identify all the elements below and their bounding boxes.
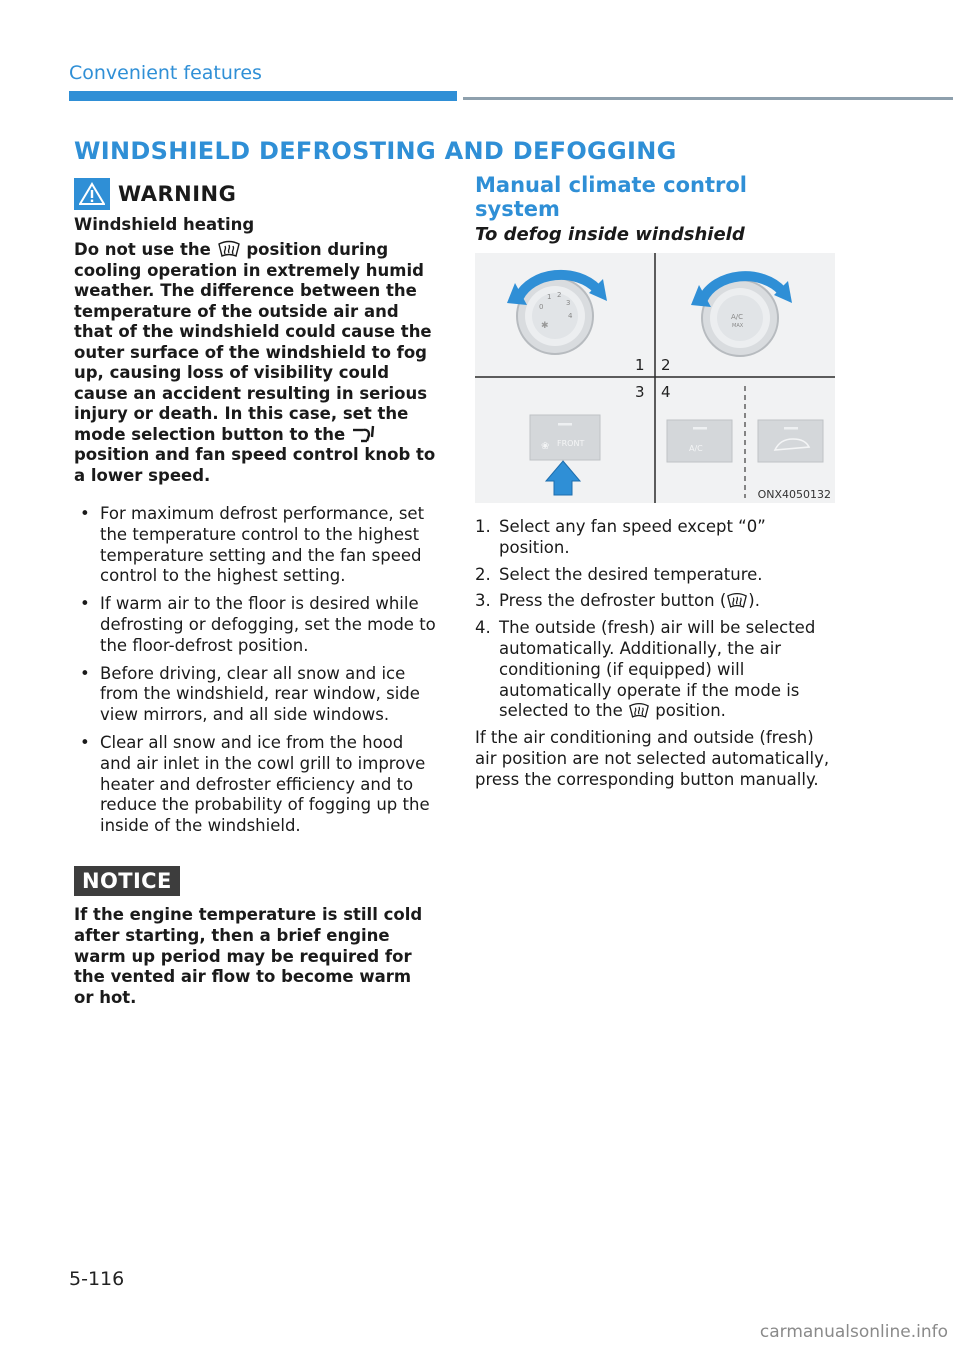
list-item: 4. The outside (fresh) air will be selected automatically. Additionally, the air conditioning (if equipped) will automatically operate if the mode is selected to the position. [475, 618, 816, 721]
svg-text:❀: ❀ [541, 441, 550, 452]
defrost-icon [628, 702, 650, 719]
svg-text:✱: ✱ [541, 321, 549, 331]
fan-tick: 3 [566, 299, 571, 307]
fan-tick: 4 [568, 312, 573, 320]
left-column [74, 178, 436, 1009]
warning-icon [74, 178, 110, 210]
list-item: • For maximum defrost performance, set the temperature control to the highest temperature setting and the fan speed control to the highest setting. [80, 504, 425, 586]
defog-subtitle: To defog inside windshield [475, 224, 745, 245]
fan-tick: 1 [547, 293, 552, 301]
fan-tick: 0 [539, 303, 544, 311]
warning-header [74, 178, 436, 210]
front-button-label: FRONT [557, 439, 585, 448]
manual-system-title: Manual climate control system [475, 173, 747, 221]
warning-text [74, 240, 436, 486]
ac-knob-small: MAX [732, 323, 744, 329]
notice-label: NOTICE [74, 866, 180, 896]
header-title: Convenient features [69, 62, 262, 84]
list-item: • Clear all snow and ice from the hood and air inlet in the cowl grill to improve heater and defroster efficiency and to reduce the probability of fogging up the inside of the windshield. [80, 732, 430, 836]
warning-label: WARNING [118, 182, 237, 206]
climate-panel-illustration [475, 253, 835, 503]
tips-list [74, 504, 436, 837]
warning-text-part2: position during cooling operation in extremely humid weather. The difference between the temperature of the outside air and that of the windshield could cause the outer surface of the windshield to fog up, causing loss of visibility could cause an accident resulting in serious injury or death. In this case, set the mode selection button to the [74, 240, 432, 444]
defrost-icon [726, 592, 748, 609]
figure-label-3: 3 [635, 383, 645, 401]
list-item: 3. Press the defroster button ( ). [475, 591, 760, 611]
ac-knob-text: A/C [731, 313, 744, 321]
warning-text-part1: Do not use the [74, 240, 211, 259]
warning-subtitle: Windshield heating [74, 215, 255, 234]
header-rule-gray [463, 97, 953, 100]
ac-button-label: A/C [689, 444, 703, 453]
figure-label-4: 4 [661, 383, 671, 401]
list-item: • If warm air to the floor is desired while defrosting or defogging, set the mode to the floor-defrost position. [80, 594, 436, 655]
right-column [475, 173, 835, 791]
figure-code: ONX4050132 [757, 488, 831, 501]
figure-label-2: 2 [661, 356, 671, 374]
climate-control-figure [475, 253, 835, 503]
list-item: 2. Select the desired temperature. [475, 564, 763, 584]
floor-mode-icon [351, 425, 379, 443]
list-item: • Before driving, clear all snow and ice from the windshield, rear window, side view mirrors, and all side windows. [80, 663, 420, 725]
watermark: carmanualsonline.info [759, 1322, 948, 1342]
fan-tick: 2 [557, 291, 562, 299]
defrost-icon [217, 240, 241, 258]
closing-paragraph: If the air conditioning and outside (fresh) air position are not selected automatically, press the corresponding button manually. [475, 728, 830, 789]
figure-label-1: 1 [635, 356, 645, 374]
defog-steps [475, 517, 835, 722]
header-rule-accent [69, 91, 457, 101]
list-item: 1. Select any fan speed except “0” position. [475, 517, 766, 557]
section-title: WINDSHIELD DEFROSTING AND DEFOGGING [74, 137, 677, 165]
warning-text-part3: position and fan speed control knob to a lower speed. [74, 445, 436, 485]
notice-text: If the engine temperature is still cold after starting, then a brief engine warm up period may be required for the vented air flow to become warm or hot. [74, 904, 423, 1008]
page-number: 5-116 [69, 1268, 125, 1290]
